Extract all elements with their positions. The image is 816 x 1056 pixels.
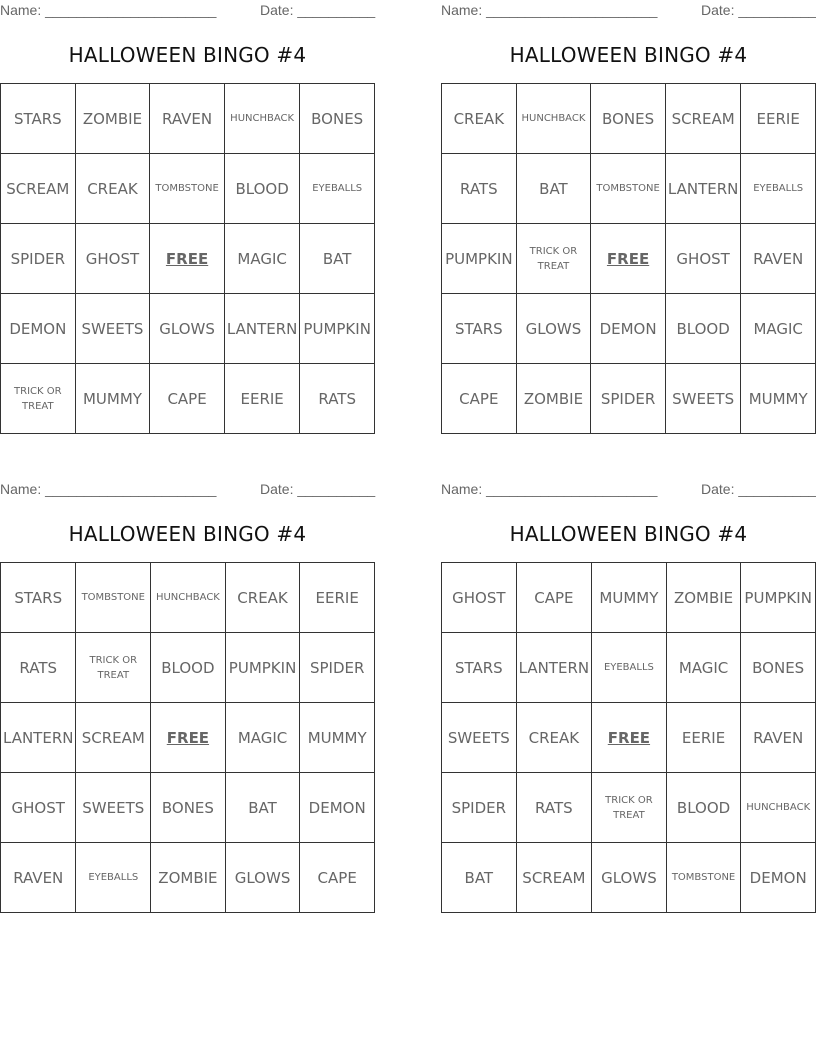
bingo-cell: BAT (517, 154, 592, 224)
bingo-cell: LANTERN (1, 703, 76, 773)
free-space-cell: FREE (151, 703, 226, 773)
bingo-card (0, 479, 376, 887)
bingo-cell: MUMMY (300, 703, 375, 773)
bingo-cell: STARS (1, 563, 76, 633)
date-field-label: Date: __________ (260, 2, 376, 18)
bingo-cell: HUNCHBACK (225, 84, 300, 154)
date-field-label: Date: __________ (701, 481, 816, 497)
bingo-cell: SWEETS (76, 773, 151, 843)
bingo-cell: GLOWS (517, 294, 592, 364)
bingo-cell: GHOST (666, 224, 741, 294)
bingo-cell: DEMON (591, 294, 666, 364)
bingo-cell: TOMBSTONE (591, 154, 666, 224)
bingo-cell: RATS (442, 154, 517, 224)
bingo-cell: ZOMBIE (151, 843, 226, 913)
bingo-cell: LANTERN (517, 633, 592, 703)
bingo-cell: TRICK OR TREAT (517, 224, 592, 294)
bingo-cell: HUNCHBACK (517, 84, 592, 154)
bingo-cell: BAT (300, 224, 375, 294)
date-field-label: Date: __________ (260, 481, 376, 497)
bingo-cell: DEMON (300, 773, 375, 843)
bingo-card (0, 0, 376, 412)
bingo-cell: RAVEN (741, 703, 816, 773)
bingo-card (441, 479, 816, 887)
name-field-label: Name: ______________________ (441, 481, 658, 497)
bingo-cell: RAVEN (150, 84, 225, 154)
bingo-cell: HUNCHBACK (741, 773, 816, 843)
bingo-cell: EERIE (741, 84, 816, 154)
bingo-cell: BONES (741, 633, 816, 703)
bingo-cell: CREAK (517, 703, 592, 773)
bingo-cell: STARS (442, 294, 517, 364)
bingo-cell: GLOWS (226, 843, 301, 913)
bingo-cell: SPIDER (591, 364, 666, 434)
bingo-cell: ZOMBIE (667, 563, 742, 633)
bingo-cell: EYEBALLS (76, 843, 151, 913)
bingo-grid (0, 562, 375, 913)
bingo-cell: TOMBSTONE (76, 563, 151, 633)
bingo-cell: CREAK (442, 84, 517, 154)
bingo-cell: CAPE (150, 364, 225, 434)
name-date-line (0, 479, 375, 501)
bingo-cell: BONES (151, 773, 226, 843)
bingo-cell: BONES (300, 84, 375, 154)
bingo-cell: MAGIC (225, 224, 300, 294)
bingo-cell: DEMON (1, 294, 76, 364)
bingo-cell: TRICK OR TREAT (1, 364, 76, 434)
bingo-cell: CAPE (442, 364, 517, 434)
bingo-cell: MAGIC (741, 294, 816, 364)
bingo-cell: EERIE (667, 703, 742, 773)
free-space-cell: FREE (592, 703, 667, 773)
bingo-cell: EYEBALLS (300, 154, 375, 224)
bingo-cell: MUMMY (741, 364, 816, 434)
bingo-cell: SPIDER (300, 633, 375, 703)
card-title: HALLOWEEN BINGO #4 (68, 522, 307, 546)
bingo-cell: SWEETS (76, 294, 151, 364)
bingo-cell: SCREAM (666, 84, 741, 154)
card-title: HALLOWEEN BINGO #4 (509, 522, 748, 546)
bingo-cell: SPIDER (1, 224, 76, 294)
name-field-label: Name: ______________________ (0, 481, 217, 497)
bingo-cell: TRICK OR TREAT (76, 633, 151, 703)
bingo-cell: BONES (591, 84, 666, 154)
bingo-cell: EYEBALLS (592, 633, 667, 703)
bingo-cell: MUMMY (76, 364, 151, 434)
bingo-cell: RATS (1, 633, 76, 703)
bingo-cell: PUMPKIN (442, 224, 517, 294)
bingo-cell: LANTERN (666, 154, 741, 224)
bingo-cell: GLOWS (150, 294, 225, 364)
bingo-cell: ZOMBIE (76, 84, 151, 154)
free-space-cell: FREE (591, 224, 666, 294)
bingo-cell: MUMMY (592, 563, 667, 633)
bingo-cell: CAPE (517, 563, 592, 633)
bingo-cell: MAGIC (667, 633, 742, 703)
bingo-cell: SCREAM (76, 703, 151, 773)
bingo-cell: STARS (1, 84, 76, 154)
card-title: HALLOWEEN BINGO #4 (509, 43, 748, 67)
bingo-cell: GHOST (76, 224, 151, 294)
bingo-grid (441, 562, 816, 913)
name-date-line (0, 0, 375, 22)
bingo-cell: RAVEN (1, 843, 76, 913)
bingo-cell: DEMON (741, 843, 816, 913)
bingo-cell: GHOST (1, 773, 76, 843)
bingo-cell: TRICK OR TREAT (592, 773, 667, 843)
bingo-cell: BLOOD (667, 773, 742, 843)
name-date-line (441, 0, 816, 22)
bingo-cell: TOMBSTONE (150, 154, 225, 224)
name-field-label: Name: ______________________ (0, 2, 217, 18)
bingo-cell: EERIE (300, 563, 375, 633)
bingo-cell: CREAK (226, 563, 301, 633)
bingo-cell: CREAK (76, 154, 151, 224)
bingo-cell: EERIE (225, 364, 300, 434)
name-field-label: Name: ______________________ (441, 2, 658, 18)
bingo-cell: RATS (517, 773, 592, 843)
bingo-cell: ZOMBIE (517, 364, 592, 434)
bingo-cell: SWEETS (442, 703, 517, 773)
bingo-cell: EYEBALLS (741, 154, 816, 224)
bingo-grid (441, 83, 816, 434)
free-space-cell: FREE (150, 224, 225, 294)
bingo-cell: RAVEN (741, 224, 816, 294)
bingo-cell: BLOOD (666, 294, 741, 364)
bingo-cell: SCREAM (1, 154, 76, 224)
bingo-cell: PUMPKIN (226, 633, 301, 703)
bingo-cell: GLOWS (592, 843, 667, 913)
date-field-label: Date: __________ (701, 2, 816, 18)
card-title: HALLOWEEN BINGO #4 (68, 43, 307, 67)
name-date-line (441, 479, 816, 501)
bingo-cell: SPIDER (442, 773, 517, 843)
bingo-cell: BLOOD (151, 633, 226, 703)
bingo-grid (0, 83, 375, 434)
bingo-cell: HUNCHBACK (151, 563, 226, 633)
bingo-cell: RATS (300, 364, 375, 434)
bingo-cell: BAT (442, 843, 517, 913)
bingo-cell: STARS (442, 633, 517, 703)
bingo-cell: PUMPKIN (741, 563, 816, 633)
bingo-cell: SWEETS (666, 364, 741, 434)
bingo-cell: GHOST (442, 563, 517, 633)
bingo-cell: SCREAM (517, 843, 592, 913)
bingo-cell: PUMPKIN (300, 294, 375, 364)
bingo-cell: MAGIC (226, 703, 301, 773)
bingo-cell: CAPE (300, 843, 375, 913)
bingo-card (441, 0, 816, 408)
bingo-cell: BAT (226, 773, 301, 843)
bingo-cell: LANTERN (225, 294, 300, 364)
bingo-cell: TOMBSTONE (667, 843, 742, 913)
bingo-cell: BLOOD (225, 154, 300, 224)
